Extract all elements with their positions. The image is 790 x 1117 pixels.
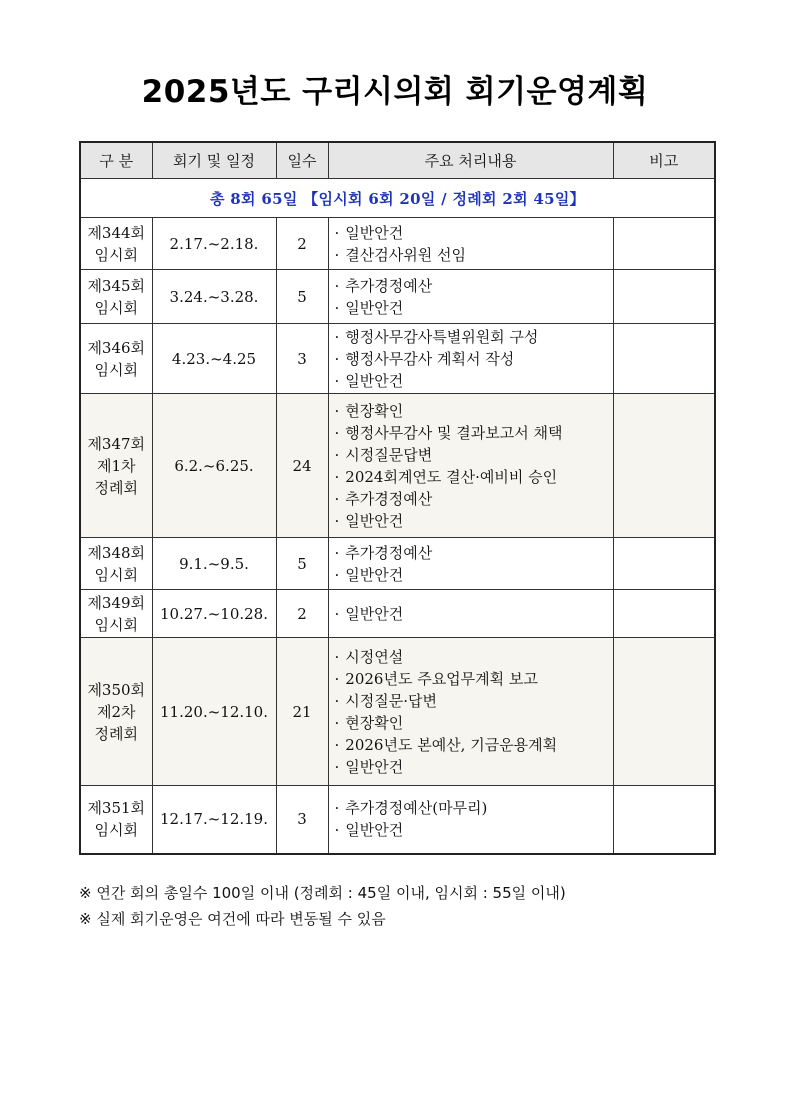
table-row (80, 394, 715, 538)
table-row (80, 786, 715, 854)
remarks-cell (613, 394, 715, 538)
session-name-line: 임시회 (94, 565, 138, 584)
session-days-cell: 3 (276, 324, 328, 394)
session-name-cell (80, 538, 152, 590)
table-row (80, 270, 715, 324)
session-plan-table (79, 141, 716, 855)
main-items-cell (328, 324, 613, 394)
session-name-line: 임시회 (94, 821, 138, 840)
agenda-item: · 2026년도 주요업무계획 보고 (335, 668, 613, 690)
session-name-line: 제346회 (87, 338, 146, 357)
main-items-cell (328, 638, 613, 786)
agenda-item: · 행정사무감사특별위원회 구성 (335, 326, 613, 348)
session-name-line: 임시회 (94, 298, 138, 317)
summary-text: 총 8회 65일 【임시회 6회 20일 / 정례회 2회 45일】 (80, 179, 715, 218)
session-name-line: 제344회 (87, 223, 146, 242)
main-items-cell (328, 786, 613, 854)
agenda-item: · 추가경정예산(마무리) (335, 797, 613, 819)
session-name-line: 제350회 (87, 680, 146, 699)
agenda-item: · 시정질문·답변 (335, 690, 613, 712)
agenda-item: · 시정질문답변 (335, 444, 613, 466)
session-dates-cell: 6.2.~6.25. (152, 394, 276, 538)
agenda-item: · 일반안건 (335, 756, 613, 778)
session-name-line: 제351회 (87, 799, 146, 818)
header-days: 일수 (276, 142, 328, 179)
agenda-item: · 2026년도 본예산, 기금운용계획 (335, 734, 613, 756)
session-name-line: 제348회 (87, 543, 146, 562)
agenda-item: · 일반안건 (335, 510, 613, 532)
session-name-line: 제349회 (87, 593, 146, 612)
session-name-cell (80, 324, 152, 394)
agenda-item: · 2024회계연도 결산·예비비 승인 (335, 466, 613, 488)
agenda-item: · 일반안건 (335, 819, 613, 841)
session-name-cell (80, 270, 152, 324)
main-items-cell (328, 538, 613, 590)
session-name-cell (80, 590, 152, 638)
agenda-item: · 추가경정예산 (335, 542, 613, 564)
session-name-line: 제2차 (96, 702, 136, 721)
session-dates-cell: 3.24.~3.28. (152, 270, 276, 324)
session-days-cell: 21 (276, 638, 328, 786)
session-dates-cell: 9.1.~9.5. (152, 538, 276, 590)
agenda-item: · 추가경정예산 (335, 488, 613, 510)
table-header-row (80, 142, 715, 179)
session-name-line: 임시회 (94, 615, 138, 634)
table-row (80, 638, 715, 786)
agenda-item: · 일반안건 (335, 370, 613, 392)
main-items-cell (328, 218, 613, 270)
session-name-cell (80, 786, 152, 854)
main-items-cell (328, 394, 613, 538)
session-days-cell: 2 (276, 218, 328, 270)
header-main-items: 주요 처리내용 (328, 142, 613, 179)
remarks-cell (613, 638, 715, 786)
remarks-cell (613, 270, 715, 324)
session-name-line: 제345회 (87, 276, 146, 295)
session-dates-cell: 11.20.~12.10. (152, 638, 276, 786)
header-schedule: 회기 및 일정 (152, 142, 276, 179)
footnotes (79, 880, 566, 932)
main-items-cell (328, 590, 613, 638)
remarks-cell (613, 590, 715, 638)
header-remarks: 비고 (613, 142, 715, 179)
agenda-item: · 행정사무감사 및 결과보고서 채택 (335, 422, 613, 444)
session-dates-cell: 12.17.~12.19. (152, 786, 276, 854)
session-days-cell: 3 (276, 786, 328, 854)
session-name-line: 제347회 (87, 434, 146, 453)
agenda-item: · 추가경정예산 (335, 275, 613, 297)
agenda-item: · 일반안건 (335, 297, 613, 319)
agenda-item: · 현장확인 (335, 400, 613, 422)
session-name-line: 제1차 (96, 456, 136, 475)
agenda-item: · 일반안건 (335, 603, 613, 625)
main-items-cell (328, 270, 613, 324)
footnote: ※ 실제 회기운영은 여건에 따라 변동될 수 있음 (79, 910, 386, 928)
session-name-cell (80, 394, 152, 538)
session-name-line: 정례회 (94, 724, 138, 743)
header-category: 구 분 (80, 142, 152, 179)
agenda-item: · 일반안건 (335, 564, 613, 586)
table-row (80, 538, 715, 590)
session-name-cell (80, 638, 152, 786)
table-row (80, 590, 715, 638)
session-days-cell: 5 (276, 270, 328, 324)
table-row (80, 218, 715, 270)
session-dates-cell: 10.27.~10.28. (152, 590, 276, 638)
footnote: ※ 연간 회의 총일수 100일 이내 (정례회 : 45일 이내, 임시회 : 55일 이내) (79, 884, 566, 902)
agenda-item: · 시정연설 (335, 646, 613, 668)
session-name-line: 임시회 (94, 360, 138, 379)
session-name-line: 임시회 (94, 245, 138, 264)
session-dates-cell: 2.17.~2.18. (152, 218, 276, 270)
page-title: 2025년도 구리시의회 회기운영계획 (141, 74, 649, 110)
agenda-item: · 결산검사위원 선임 (335, 244, 613, 266)
remarks-cell (613, 324, 715, 394)
agenda-item: · 일반안건 (335, 222, 613, 244)
session-name-cell (80, 218, 152, 270)
agenda-item: · 행정사무감사 계획서 작성 (335, 348, 613, 370)
session-days-cell: 24 (276, 394, 328, 538)
agenda-item: · 현장확인 (335, 712, 613, 734)
remarks-cell (613, 786, 715, 854)
session-days-cell: 5 (276, 538, 328, 590)
table-row (80, 324, 715, 394)
session-name-line: 정례회 (94, 478, 138, 497)
summary-row (80, 179, 715, 218)
session-days-cell: 2 (276, 590, 328, 638)
remarks-cell (613, 218, 715, 270)
session-dates-cell: 4.23.~4.25 (152, 324, 276, 394)
remarks-cell (613, 538, 715, 590)
